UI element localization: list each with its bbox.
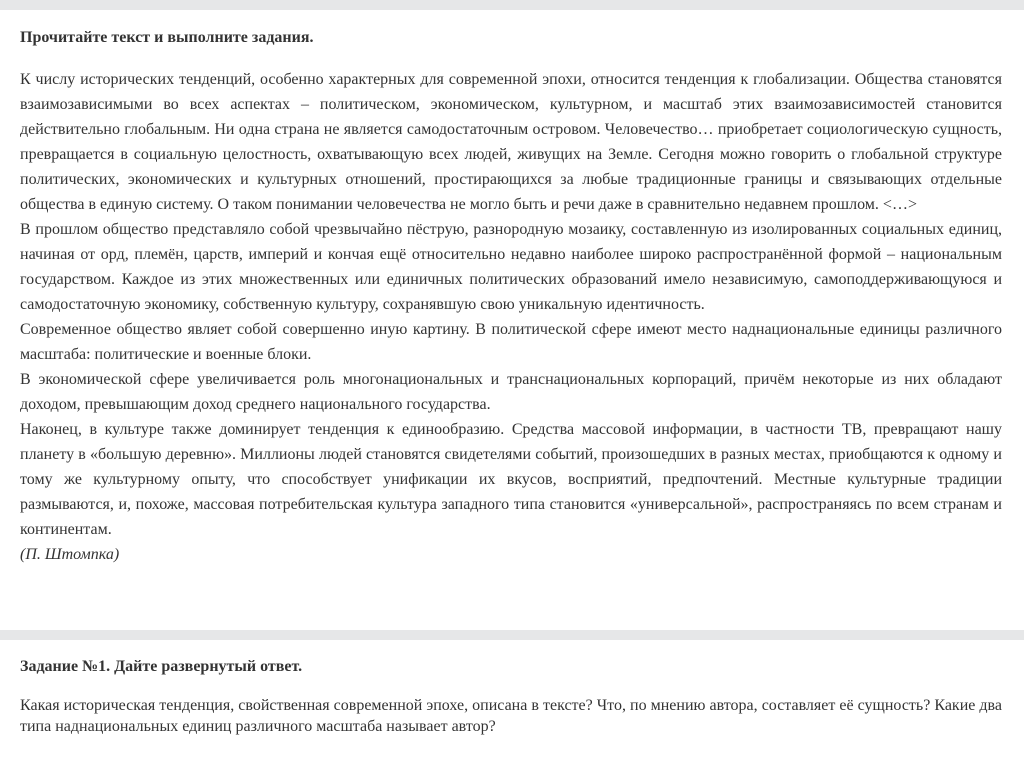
passage-paragraph-3: Современное общество являет собой совершенно иную картину. В политической сфере имеют место наднациональные единицы различного масштаба: политические и военные блоки. [20,321,1002,363]
passage-author: (П. Штомпка) [20,546,120,563]
passage-paragraph-4: В экономической сфере увеличивается роль многонациональных и транснациональных корпораций, причём некоторые из них обладают доходом, превышающим доход среднего национального государства. [20,371,1002,413]
task-1-question: Какая историческая тенденция, свойственная современной эпохе, описана в тексте? Что, по мнению автора, составляет её сущность? Какие два типа наднациональных единиц различного масштаба называет автор? [20,697,1002,735]
reading-passage-section [20,28,1002,567]
passage-paragraph-2: В прошлом общество представляло собой чрезвычайно пёструю, разнородную мозаику, составленную из изолированных социальных единиц, начиная от орд, племён, царств, империй и кончая ещё относительно недавно наиболее широко распространённой формой – национальным государством. Каждое из этих множественных или единичных политических образований имело независимую, самоподдерживающуюся и самодостаточную экономику, собственную культуру, сохранявшую свою уникальную идентичность. [20,221,1002,313]
passage-text [20,67,1002,567]
task-1-section [20,657,1002,737]
task-1-title: Задание №1. Дайте развернутый ответ. [20,658,303,675]
passage-paragraph-1: К числу исторических тенденций, особенно характерных для современной эпохи, относится тенденция к глобализации. Общества становятся взаимозависимыми во всех аспектах – политическом, экономическом, культурном, и масштаб этих взаимозависимостей становится действительно глобальным. Ни одна страна не является самодостаточным островом. Человечество… приобретает социологическую сущность, превращается в социальную целостность, охватывающую всех людей, живущих на Земле. Сегодня можно говорить о глобальной структуре политических, экономических и культурных отношений, простирающихся за любые традиционные границы и связывающих отдельные общества в единую систему. О таком понимании человечества не могло быть и речи даже в сравнительно недавнем прошлом. <…> [20,71,1002,213]
passage-paragraph-5: Наконец, в культуре также доминирует тенденция к единообразию. Средства массовой информации, в частности ТВ, превращают нашу планету в «большую деревню». Миллионы людей становятся свидетелями событий, произошедших в разных местах, приобщаются к одному и тому же культурному опыту, что способствует унификации их вкусов, восприятий, предпочтений. Местные культурные традиции размываются, и, похоже, массовая потребительская культура западного типа становится «универсальной», распространяясь по всем странам и континентам. [20,421,1002,538]
section-divider-band [0,630,1024,640]
top-divider-band [0,0,1024,10]
instruction-heading: Прочитайте текст и выполните задания. [20,29,314,46]
